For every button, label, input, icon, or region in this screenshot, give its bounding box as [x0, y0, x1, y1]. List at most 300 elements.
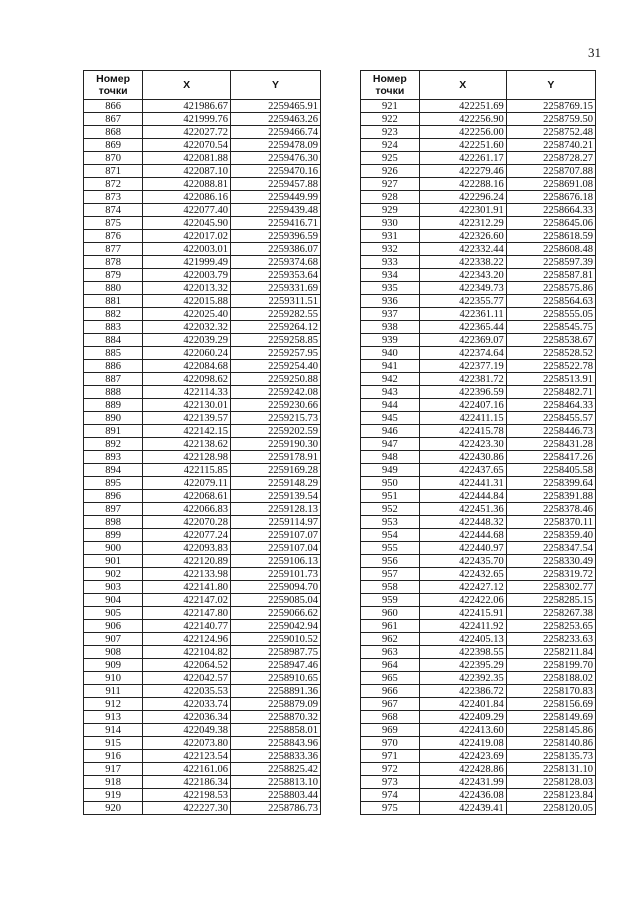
point-number-cell: 870 [84, 152, 143, 165]
y-coordinate-cell: 2258910.65 [230, 672, 320, 685]
y-coordinate-cell: 2258391.88 [506, 490, 595, 503]
point-number-header [361, 71, 420, 100]
y-coordinate-cell: 2259242.08 [230, 386, 320, 399]
x-coordinate-cell: 422423.69 [419, 750, 506, 763]
table-row [361, 256, 596, 269]
y-coordinate-cell: 2259042.94 [230, 620, 320, 633]
point-number-cell: 957 [361, 568, 420, 581]
point-number-cell: 937 [361, 308, 420, 321]
x-coordinate-cell: 422355.77 [419, 295, 506, 308]
x-coordinate-cell: 422086.16 [143, 191, 231, 204]
table-row [361, 126, 596, 139]
x-coordinate-cell: 422104.82 [143, 646, 231, 659]
y-coordinate-cell: 2258156.69 [506, 698, 595, 711]
y-coordinate-cell: 2258135.73 [506, 750, 595, 763]
y-coordinate-cell: 2258676.18 [506, 191, 595, 204]
point-number-cell: 954 [361, 529, 420, 542]
table-row [361, 191, 596, 204]
y-coordinate-cell: 2259254.40 [230, 360, 320, 373]
table-row [84, 685, 321, 698]
point-number-cell: 965 [361, 672, 420, 685]
y-coordinate-cell: 2258149.69 [506, 711, 595, 724]
table-row [84, 776, 321, 789]
point-number-cell: 879 [84, 269, 143, 282]
y-coordinate-cell: 2258833.36 [230, 750, 320, 763]
table-row [361, 399, 596, 412]
y-coordinate-cell: 2258131.10 [506, 763, 595, 776]
point-number-cell: 947 [361, 438, 420, 451]
table-row [84, 126, 321, 139]
x-coordinate-cell: 422419.08 [419, 737, 506, 750]
table-row [84, 594, 321, 607]
table-header-row [361, 71, 596, 100]
x-header: X [143, 71, 231, 100]
y-coordinate-cell: 2258330.49 [506, 555, 595, 568]
y-coordinate-cell: 2258870.32 [230, 711, 320, 724]
x-coordinate-cell: 422093.83 [143, 542, 231, 555]
y-coordinate-cell: 2258188.02 [506, 672, 595, 685]
table-row [361, 646, 596, 659]
x-coordinate-cell: 422015.88 [143, 295, 231, 308]
x-coordinate-cell: 422003.01 [143, 243, 231, 256]
table-row [84, 334, 321, 347]
point-number-cell: 871 [84, 165, 143, 178]
table-row [361, 555, 596, 568]
x-coordinate-cell: 422133.98 [143, 568, 231, 581]
y-coordinate-cell: 2259264.12 [230, 321, 320, 334]
y-coordinate-cell: 2258538.67 [506, 334, 595, 347]
point-number-cell: 886 [84, 360, 143, 373]
table-row [84, 750, 321, 763]
x-coordinate-cell: 422409.29 [419, 711, 506, 724]
table-row [361, 386, 596, 399]
point-number-cell: 935 [361, 282, 420, 295]
x-coordinate-cell: 422198.53 [143, 789, 231, 802]
table-row [84, 204, 321, 217]
y-coordinate-cell: 2258267.38 [506, 607, 595, 620]
y-coordinate-cell: 2258891.36 [230, 685, 320, 698]
x-coordinate-cell: 422120.89 [143, 555, 231, 568]
x-coordinate-cell: 422035.53 [143, 685, 231, 698]
y-coordinate-cell: 2259353.64 [230, 269, 320, 282]
y-header: Y [506, 71, 595, 100]
y-coordinate-cell: 2259202.59 [230, 425, 320, 438]
y-coordinate-cell: 2258128.03 [506, 776, 595, 789]
x-coordinate-cell: 422422.06 [419, 594, 506, 607]
table-row [84, 789, 321, 802]
y-coordinate-cell: 2258140.86 [506, 737, 595, 750]
table-row [84, 360, 321, 373]
y-coordinate-cell: 2259439.48 [230, 204, 320, 217]
x-coordinate-cell: 422227.30 [143, 802, 231, 815]
point-number-header [84, 71, 143, 100]
x-coordinate-cell: 422084.68 [143, 360, 231, 373]
table-row [361, 425, 596, 438]
point-number-cell: 933 [361, 256, 420, 269]
x-coordinate-cell: 422413.60 [419, 724, 506, 737]
y-coordinate-cell: 2259066.62 [230, 607, 320, 620]
x-coordinate-cell: 422124.96 [143, 633, 231, 646]
x-coordinate-cell: 422088.81 [143, 178, 231, 191]
x-coordinate-cell: 422138.62 [143, 438, 231, 451]
point-number-cell: 950 [361, 477, 420, 490]
y-coordinate-cell: 2259250.88 [230, 373, 320, 386]
x-coordinate-cell: 422444.68 [419, 529, 506, 542]
table-row [361, 282, 596, 295]
point-number-cell: 907 [84, 633, 143, 646]
point-number-cell: 911 [84, 685, 143, 698]
y-coordinate-cell: 2258564.63 [506, 295, 595, 308]
x-coordinate-cell: 422256.00 [419, 126, 506, 139]
x-coordinate-cell: 422407.16 [419, 399, 506, 412]
table-row [361, 711, 596, 724]
x-coordinate-cell: 422036.34 [143, 711, 231, 724]
table-row [361, 464, 596, 477]
point-number-cell: 906 [84, 620, 143, 633]
x-coordinate-cell: 422147.02 [143, 594, 231, 607]
table-row [361, 334, 596, 347]
y-coordinate-cell: 2258522.78 [506, 360, 595, 373]
point-number-cell: 883 [84, 321, 143, 334]
x-coordinate-cell: 422441.31 [419, 477, 506, 490]
point-number-cell: 922 [361, 113, 420, 126]
x-coordinate-cell: 422392.35 [419, 672, 506, 685]
x-coordinate-cell: 422081.88 [143, 152, 231, 165]
x-coordinate-cell: 422261.17 [419, 152, 506, 165]
point-number-cell: 914 [84, 724, 143, 737]
y-coordinate-cell: 2259257.95 [230, 347, 320, 360]
point-number-cell: 953 [361, 516, 420, 529]
y-coordinate-cell: 2258405.58 [506, 464, 595, 477]
x-coordinate-cell: 422428.86 [419, 763, 506, 776]
y-coordinate-cell: 2259374.68 [230, 256, 320, 269]
y-coordinate-cell: 2259085.04 [230, 594, 320, 607]
table-row [361, 802, 596, 815]
point-number-cell: 932 [361, 243, 420, 256]
x-coordinate-cell: 422064.52 [143, 659, 231, 672]
table-row [361, 347, 596, 360]
coordinates-table-left-body [84, 100, 321, 815]
table-row [361, 230, 596, 243]
point-number-cell: 867 [84, 113, 143, 126]
point-number-cell: 912 [84, 698, 143, 711]
x-coordinate-cell: 422369.07 [419, 334, 506, 347]
table-row [84, 308, 321, 321]
table-row [84, 295, 321, 308]
table-row [84, 711, 321, 724]
table-row [361, 581, 596, 594]
point-number-cell: 936 [361, 295, 420, 308]
point-number-cell: 945 [361, 412, 420, 425]
table-row [361, 165, 596, 178]
table-row [361, 217, 596, 230]
x-header: X [419, 71, 506, 100]
y-coordinate-cell: 2258759.50 [506, 113, 595, 126]
y-coordinate-cell: 2258302.77 [506, 581, 595, 594]
y-coordinate-cell: 2259476.30 [230, 152, 320, 165]
point-number-cell: 928 [361, 191, 420, 204]
x-coordinate-cell: 422068.61 [143, 490, 231, 503]
point-number-cell: 899 [84, 529, 143, 542]
x-coordinate-cell: 422045.90 [143, 217, 231, 230]
y-coordinate-cell: 2258728.27 [506, 152, 595, 165]
x-coordinate-cell: 422066.83 [143, 503, 231, 516]
point-number-header-line2: точки [375, 85, 405, 97]
point-number-cell: 951 [361, 490, 420, 503]
point-number-cell: 876 [84, 230, 143, 243]
y-coordinate-cell: 2258359.40 [506, 529, 595, 542]
y-coordinate-cell: 2258752.48 [506, 126, 595, 139]
table-row [84, 672, 321, 685]
y-coordinate-cell: 2259416.71 [230, 217, 320, 230]
x-coordinate-cell: 422296.24 [419, 191, 506, 204]
point-number-cell: 872 [84, 178, 143, 191]
table-row [84, 269, 321, 282]
point-number-cell: 892 [84, 438, 143, 451]
x-coordinate-cell: 422415.78 [419, 425, 506, 438]
table-row [361, 269, 596, 282]
y-coordinate-cell: 2259148.29 [230, 477, 320, 490]
x-coordinate-cell: 422073.80 [143, 737, 231, 750]
y-coordinate-cell: 2259107.04 [230, 542, 320, 555]
table-row [361, 113, 596, 126]
table-row [84, 620, 321, 633]
table-row [84, 152, 321, 165]
x-coordinate-cell: 422423.30 [419, 438, 506, 451]
x-coordinate-cell: 422049.38 [143, 724, 231, 737]
table-row [84, 516, 321, 529]
point-number-cell: 944 [361, 399, 420, 412]
table-row [84, 529, 321, 542]
y-coordinate-cell: 2258528.52 [506, 347, 595, 360]
x-coordinate-cell: 422396.59 [419, 386, 506, 399]
x-coordinate-cell: 422186.34 [143, 776, 231, 789]
y-coordinate-cell: 2258399.64 [506, 477, 595, 490]
y-coordinate-cell: 2258455.57 [506, 412, 595, 425]
x-coordinate-cell: 422128.98 [143, 451, 231, 464]
table-row [84, 243, 321, 256]
x-coordinate-cell: 422432.65 [419, 568, 506, 581]
point-number-cell: 891 [84, 425, 143, 438]
coordinates-table-right-body [361, 100, 596, 815]
x-coordinate-cell: 422338.22 [419, 256, 506, 269]
y-coordinate-cell: 2258545.75 [506, 321, 595, 334]
table-row [84, 737, 321, 750]
table-row [361, 698, 596, 711]
table-row [84, 802, 321, 815]
point-number-cell: 960 [361, 607, 420, 620]
table-row [84, 698, 321, 711]
point-number-cell: 875 [84, 217, 143, 230]
y-coordinate-cell: 2258145.86 [506, 724, 595, 737]
coordinates-table-right [360, 70, 596, 815]
point-number-cell: 942 [361, 373, 420, 386]
y-coordinate-cell: 2259139.54 [230, 490, 320, 503]
table-row [84, 100, 321, 113]
x-coordinate-cell: 422301.91 [419, 204, 506, 217]
y-header: Y [230, 71, 320, 100]
y-coordinate-cell: 2258587.81 [506, 269, 595, 282]
point-number-cell: 970 [361, 737, 420, 750]
table-row [84, 451, 321, 464]
x-coordinate-cell: 422141.80 [143, 581, 231, 594]
table-row [361, 438, 596, 451]
point-number-cell: 900 [84, 542, 143, 555]
table-row [361, 737, 596, 750]
point-number-cell: 955 [361, 542, 420, 555]
point-number-cell: 934 [361, 269, 420, 282]
point-number-cell: 939 [361, 334, 420, 347]
point-number-cell: 877 [84, 243, 143, 256]
y-coordinate-cell: 2258645.06 [506, 217, 595, 230]
point-number-cell: 904 [84, 594, 143, 607]
table-row [84, 477, 321, 490]
table-row [361, 724, 596, 737]
x-coordinate-cell: 422437.65 [419, 464, 506, 477]
table-row [84, 165, 321, 178]
table-row [84, 217, 321, 230]
point-number-cell: 910 [84, 672, 143, 685]
y-coordinate-cell: 2258253.65 [506, 620, 595, 633]
x-coordinate-cell: 422411.92 [419, 620, 506, 633]
x-coordinate-cell: 422003.79 [143, 269, 231, 282]
x-coordinate-cell: 422448.32 [419, 516, 506, 529]
y-coordinate-cell: 2258370.11 [506, 516, 595, 529]
point-number-cell: 921 [361, 100, 420, 113]
x-coordinate-cell: 422070.54 [143, 139, 231, 152]
point-number-cell: 948 [361, 451, 420, 464]
point-number-cell: 901 [84, 555, 143, 568]
y-coordinate-cell: 2259107.07 [230, 529, 320, 542]
table-row [84, 464, 321, 477]
table-row [361, 412, 596, 425]
point-number-cell: 873 [84, 191, 143, 204]
table-row [84, 113, 321, 126]
y-coordinate-cell: 2259010.52 [230, 633, 320, 646]
x-coordinate-cell: 422025.40 [143, 308, 231, 321]
table-row [84, 321, 321, 334]
point-number-cell: 917 [84, 763, 143, 776]
x-coordinate-cell: 422431.99 [419, 776, 506, 789]
x-coordinate-cell: 422139.57 [143, 412, 231, 425]
y-coordinate-cell: 2258879.09 [230, 698, 320, 711]
y-coordinate-cell: 2259258.85 [230, 334, 320, 347]
table-row [361, 659, 596, 672]
x-coordinate-cell: 422256.90 [419, 113, 506, 126]
point-number-cell: 959 [361, 594, 420, 607]
table-row [361, 763, 596, 776]
x-coordinate-cell: 422039.29 [143, 334, 231, 347]
table-row [361, 178, 596, 191]
point-number-cell: 916 [84, 750, 143, 763]
y-coordinate-cell: 2258947.46 [230, 659, 320, 672]
point-number-header-line2: точки [98, 85, 128, 97]
point-number-cell: 962 [361, 633, 420, 646]
x-coordinate-cell: 422279.46 [419, 165, 506, 178]
point-number-cell: 896 [84, 490, 143, 503]
table-row [361, 529, 596, 542]
x-coordinate-cell: 422405.13 [419, 633, 506, 646]
point-number-cell: 909 [84, 659, 143, 672]
y-coordinate-cell: 2259282.55 [230, 308, 320, 321]
y-coordinate-cell: 2258417.26 [506, 451, 595, 464]
point-number-cell: 943 [361, 386, 420, 399]
x-coordinate-cell: 422123.54 [143, 750, 231, 763]
x-coordinate-cell: 422395.29 [419, 659, 506, 672]
point-number-cell: 869 [84, 139, 143, 152]
x-coordinate-cell: 422436.08 [419, 789, 506, 802]
y-coordinate-cell: 2258608.48 [506, 243, 595, 256]
x-coordinate-cell: 422251.69 [419, 100, 506, 113]
y-coordinate-cell: 2258843.96 [230, 737, 320, 750]
y-coordinate-cell: 2259178.91 [230, 451, 320, 464]
point-number-cell: 931 [361, 230, 420, 243]
table-row [84, 438, 321, 451]
x-coordinate-cell: 422042.57 [143, 672, 231, 685]
x-coordinate-cell: 422115.85 [143, 464, 231, 477]
x-coordinate-cell: 422398.55 [419, 646, 506, 659]
point-number-cell: 903 [84, 581, 143, 594]
y-coordinate-cell: 2258825.42 [230, 763, 320, 776]
y-coordinate-cell: 2259094.70 [230, 581, 320, 594]
table-row [361, 360, 596, 373]
x-coordinate-cell: 422427.12 [419, 581, 506, 594]
y-coordinate-cell: 2258347.54 [506, 542, 595, 555]
point-number-cell: 882 [84, 308, 143, 321]
x-coordinate-cell: 421999.76 [143, 113, 231, 126]
point-number-cell: 884 [84, 334, 143, 347]
y-coordinate-cell: 2259215.73 [230, 412, 320, 425]
table-row [361, 516, 596, 529]
x-coordinate-cell: 422374.64 [419, 347, 506, 360]
y-coordinate-cell: 2259396.59 [230, 230, 320, 243]
x-coordinate-cell: 422444.84 [419, 490, 506, 503]
point-number-cell: 866 [84, 100, 143, 113]
y-coordinate-cell: 2259331.69 [230, 282, 320, 295]
table-row [361, 620, 596, 633]
table-row [84, 581, 321, 594]
y-coordinate-cell: 2259230.66 [230, 399, 320, 412]
x-coordinate-cell: 422161.06 [143, 763, 231, 776]
table-row [361, 594, 596, 607]
x-coordinate-cell: 422343.20 [419, 269, 506, 282]
table-row [361, 152, 596, 165]
table-row [361, 321, 596, 334]
point-number-cell: 949 [361, 464, 420, 477]
coordinates-table-left [83, 70, 321, 815]
x-coordinate-cell: 422401.84 [419, 698, 506, 711]
table-row [361, 542, 596, 555]
table-row [84, 256, 321, 269]
x-coordinate-cell: 422142.15 [143, 425, 231, 438]
table-row [84, 568, 321, 581]
point-number-cell: 902 [84, 568, 143, 581]
x-coordinate-cell: 422377.19 [419, 360, 506, 373]
table-row [84, 555, 321, 568]
point-number-cell: 880 [84, 282, 143, 295]
x-coordinate-cell: 422332.44 [419, 243, 506, 256]
y-coordinate-cell: 2259128.13 [230, 503, 320, 516]
table-row [361, 100, 596, 113]
y-coordinate-cell: 2258170.83 [506, 685, 595, 698]
y-coordinate-cell: 2258233.63 [506, 633, 595, 646]
y-coordinate-cell: 2258285.15 [506, 594, 595, 607]
y-coordinate-cell: 2259114.97 [230, 516, 320, 529]
table-row [361, 490, 596, 503]
point-number-cell: 930 [361, 217, 420, 230]
y-coordinate-cell: 2258378.46 [506, 503, 595, 516]
point-number-cell: 958 [361, 581, 420, 594]
